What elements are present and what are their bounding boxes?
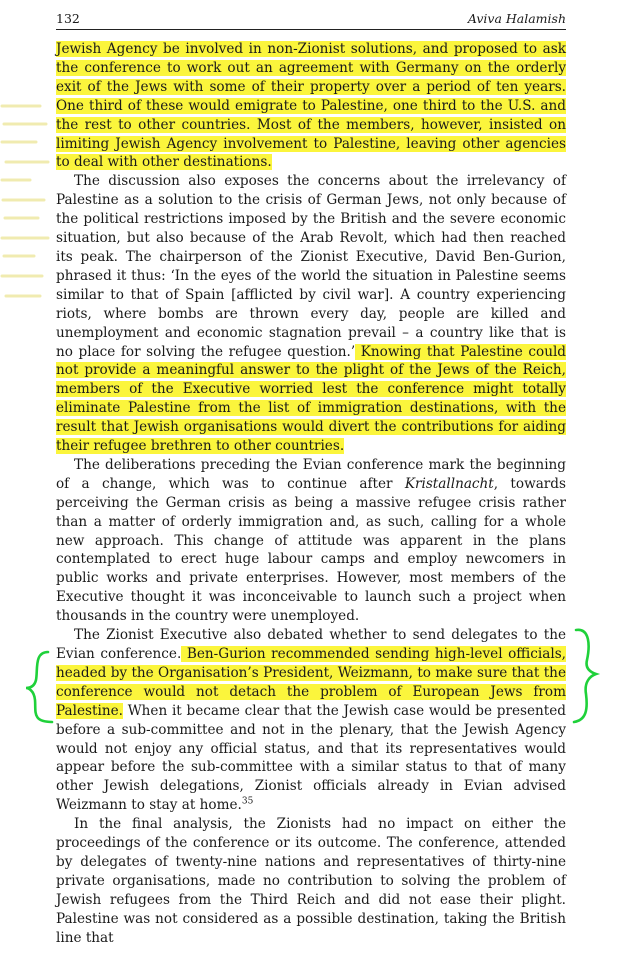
left-bracket-annotation [22,648,56,726]
paragraph [56,626,566,815]
text-segment: , towards perceiving the German crisis as being a massive refugee crisis rather than a matter of orderly immigration and, as such, calling for a whole new approach. This change of attitude was apparent in the plans contemplated to erect huge labour camps and employ newcomers in public works and private enterprises. However, most members of the Executive thought it was inconceivable to launch such a project when thousands in the country were unemployed. [56,475,566,625]
text-segment: The deliberations preceding the Evian conference mark the beginning of a change, which was to continue after [56,456,566,492]
text-segment: In the final analysis, the Zionists had no impact on either the proceedings of the conference or its outcome. The conference, attended by delegates of twenty-nine nations and representatives of thirty-nine private organisations, made no contribution to solving the problem of Jewish refugees from the Third Reich and did not ease their plight. Palestine was not considered as a possible destination, taking the British line that [56,816,566,946]
text-segment: Kristallnacht [404,475,494,492]
page-number: 132 [56,11,80,26]
paragraph [56,815,566,947]
paragraph [56,456,566,626]
text-segment: The Zionist Executive also debated whether to send delegates to the Evian conference. [56,627,566,662]
paragraph [56,40,566,172]
text-segment: When it became clear that the Jewish case would be presented before a sub-committee and not in the plenary, that the Jewish Agency would not enjoy any official status, and that its representatives would appear before the sub-committee with a similar status to that of many other Jewish delegations, Zionist officials already in Evian advised Weizmann to stay at home. [56,702,566,814]
bleed-through-marks [0,100,52,310]
body-text [56,40,566,948]
paragraph [56,172,566,456]
highlighted-text: Ben-Gurion recommended sending high-level officials, headed by the Organisation’s President, Weizmann, to make sure that the conference would not detach the problem of European Jews from Palestine. [56,646,566,719]
footnote-ref: 35 [241,796,254,807]
running-head-author: Aviva Halamish [467,11,566,26]
highlighted-text: Jewish Agency be involved in non-Zionist solutions, and proposed to ask the conference to work out an agreement with Germany on the orderly exit of the Jews with some of their property over a period of ten years. One third of these would emigrate to Palestine, one third to the U.S. and the rest to other countries. Most of the members, however, insisted on limiting Jewish Agency involvement to Palestine, leaving other agencies to deal with other destinations. [56,41,566,171]
running-head [56,10,566,30]
right-bracket-annotation [570,626,604,726]
highlighted-text: Knowing that Palestine could not provide a meaningful answer to the plight of the Jews of the Reich, members of the Executive worried lest the conference might totally eliminate Palestine from the list of immigration destinations, with the result that Jewish organisations would divert the contributions for aiding their refugee brethren to other countries. [56,343,566,455]
text-segment: The discussion also exposes the concerns about the irrelevancy of Palestine as a solution to the crisis of German Jews, not only because of the political restrictions imposed by the British and the severe economic situation, but also because of the Arab Revolt, which had then reached its peak. The chairperson of the Zionist Executive, David Ben-Gurion, phrased it thus: ‘In the eyes of the world the situation in Palestine seems similar to that of Spain [afflicted by civil war]. A country experiencing riots, where bombs are thrown every day, people are killed and unemployment and economic stagnation prevail – a country like that is no place for solving the refugee question.’ [56,173,566,360]
book-page [56,10,566,948]
